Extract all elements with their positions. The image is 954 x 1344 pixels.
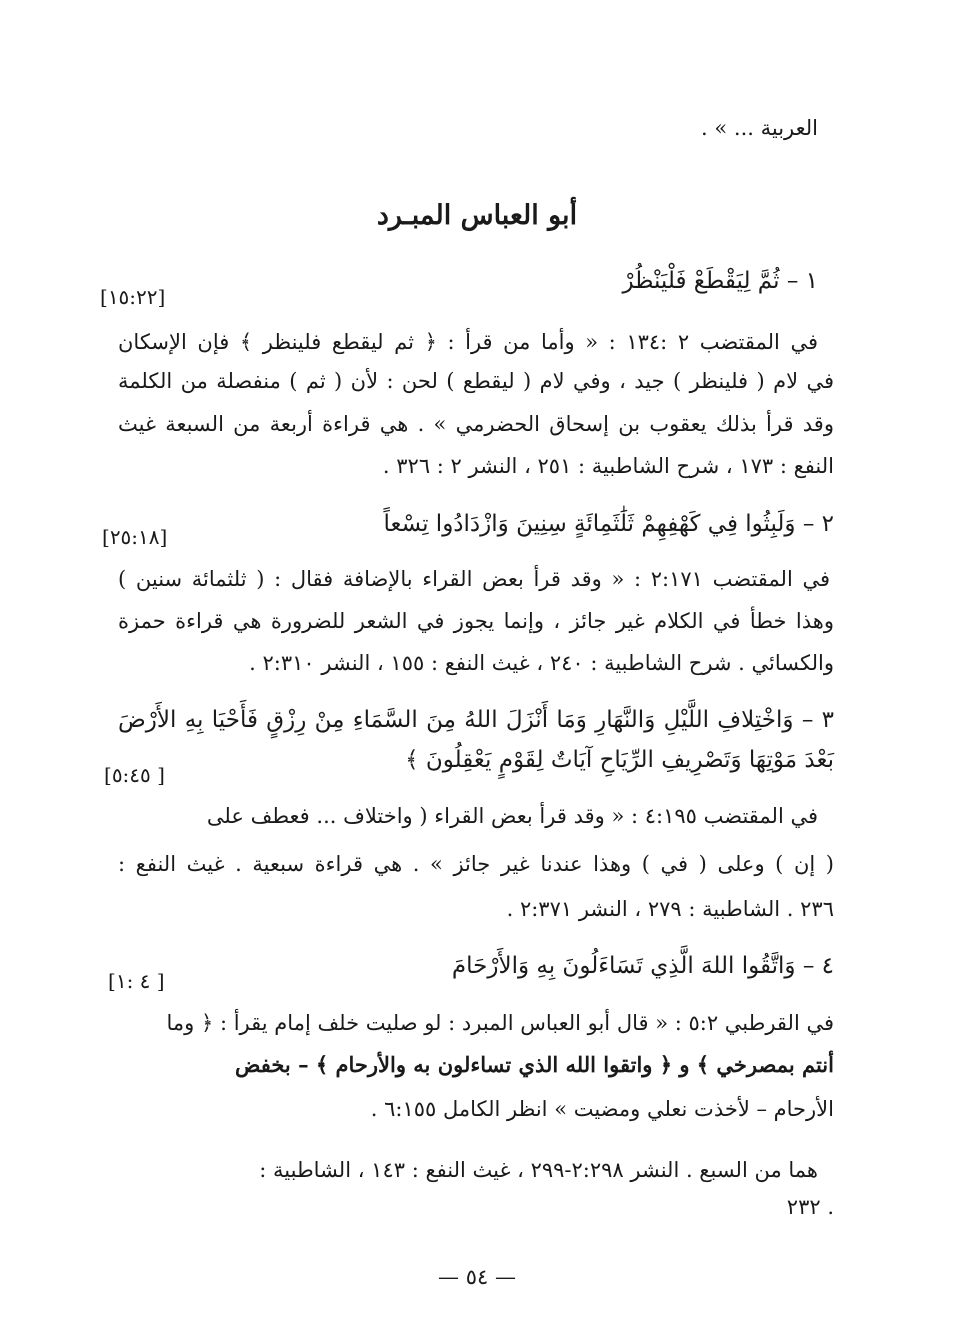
- footnote-line-1: هما من السبع . النشر ٢:٢٩٨-٢٩٩ ، غيث النفع : ١٤٣ ، الشاطبية :: [259, 1158, 818, 1182]
- verse-3-line-2: بَعْدَ مَوْتِهَا وَتَصْرِيفِ الرِّيَاحِ آيَاتٌ لِقَوْمٍ يَعْقِلُونَ ﴾: [405, 747, 834, 773]
- entry-3-line-2: ( إن ) وعلى ( في ) وهذا عندنا غير جائز » . هي قراءة سبعية . غيث النفع :: [118, 852, 834, 876]
- verse-4: ٤ – وَاتَّقُوا اللهَ الَّذِي تَسَاءَلُونَ بِهِ وَالأَرْحَامَ: [451, 953, 834, 979]
- verse-2: ٢ – وَلَبِثُوا فِي كَهْفِهِمْ ثَلَٰثَمِائَةٍ سِنِينَ وَازْدَادُوا تِسْعاً: [383, 511, 834, 537]
- verse-2-reference: [٢٥:١٨]: [102, 525, 168, 549]
- entry-2-line-2: وهذا خطأ في الكلام غير جائز ، وإنما يجوز في الشعر للضرورة هي قراءة حمزة: [118, 609, 834, 633]
- page-number: — ٥٤ —: [438, 1265, 516, 1289]
- top-note: العربية ... » .: [701, 116, 818, 140]
- entry-4-line-3: الأرحام – لأخذت نعلي ومضيت » انظر الكامل ٦:١٥٥ .: [370, 1097, 834, 1121]
- footnote-line-2: ٢٣٢ .: [786, 1195, 834, 1219]
- verse-3-line-1: ٣ – وَاخْتِلافِ اللَّيْلِ وَالنَّهَارِ وَمَا أَنْزَلَ اللهُ مِنَ السَّمَاءِ مِنْ رِزْقٍ فَأَحْيَا بِهِ الأَرْضَ: [118, 707, 834, 733]
- entry-2-line-3: والكسائي . شرح الشاطبية : ٢٤٠ ، غيث النفع : ١٥٥ ، النشر ٢:٣١٠ .: [249, 651, 834, 675]
- entry-4-line-1: في القرطبي ٥:٢ : « قال أبو العباس المبرد : لو صليت خلف إمام يقرأ : ﴿ وما: [166, 1011, 834, 1035]
- verse-4-reference: [٤ :١ ]: [108, 969, 165, 993]
- entry-4-line-2: أنتم بمصرخي ﴾ و ﴿ واتقوا الله الذي تساءلون به والأرحام ﴾ – بخفض: [235, 1052, 834, 1077]
- entry-2-line-1: في المقتضب ٢:١٧١ : « وقد قرأ بعض القراء بالإضافة فقال : ( ثلثمائة سنين ): [118, 567, 831, 591]
- verse-3-reference: [٥:٤٥ ]: [104, 763, 165, 787]
- entry-3-line-3: ٢٣٦ . الشاطبية : ٢٧٩ ، النشر ٢:٣٧١ .: [506, 897, 834, 921]
- entry-1-line-1: في المقتضب ٢ :١٣٤ : « وأما من قرأ : ﴿ ثم ليقطع فلينظر ﴾ فإن الإسكان: [118, 330, 818, 354]
- section-title: أبو العباس المبـرد: [376, 200, 578, 231]
- verse-1: ١ – ثُمَّ لِيَقْطَعْ فَلْيَنْظُرْ: [622, 268, 818, 294]
- entry-1-line-2: في لام ( فلينظر ) جيد ، وفي لام ( ليقطع ) لحن : لأن ( ثم ) منفصلة من الكلمة: [118, 369, 834, 393]
- entry-1-line-4: النفع : ١٧٣ ، شرح الشاطبية : ٢٥١ ، النشر ٢ : ٣٢٦ .: [382, 454, 834, 478]
- entry-3-line-1: في المقتضب ٤:١٩٥ : « وقد قرأ بعض القراء ( واختلاف ... فعطف على: [206, 804, 818, 828]
- verse-1-reference: [١٥:٢٢]: [100, 285, 166, 309]
- entry-1-line-3: وقد قرأ بذلك يعقوب بن إسحاق الحضرمي » . هي قراءة أربعة من السبعة غيث: [118, 412, 834, 436]
